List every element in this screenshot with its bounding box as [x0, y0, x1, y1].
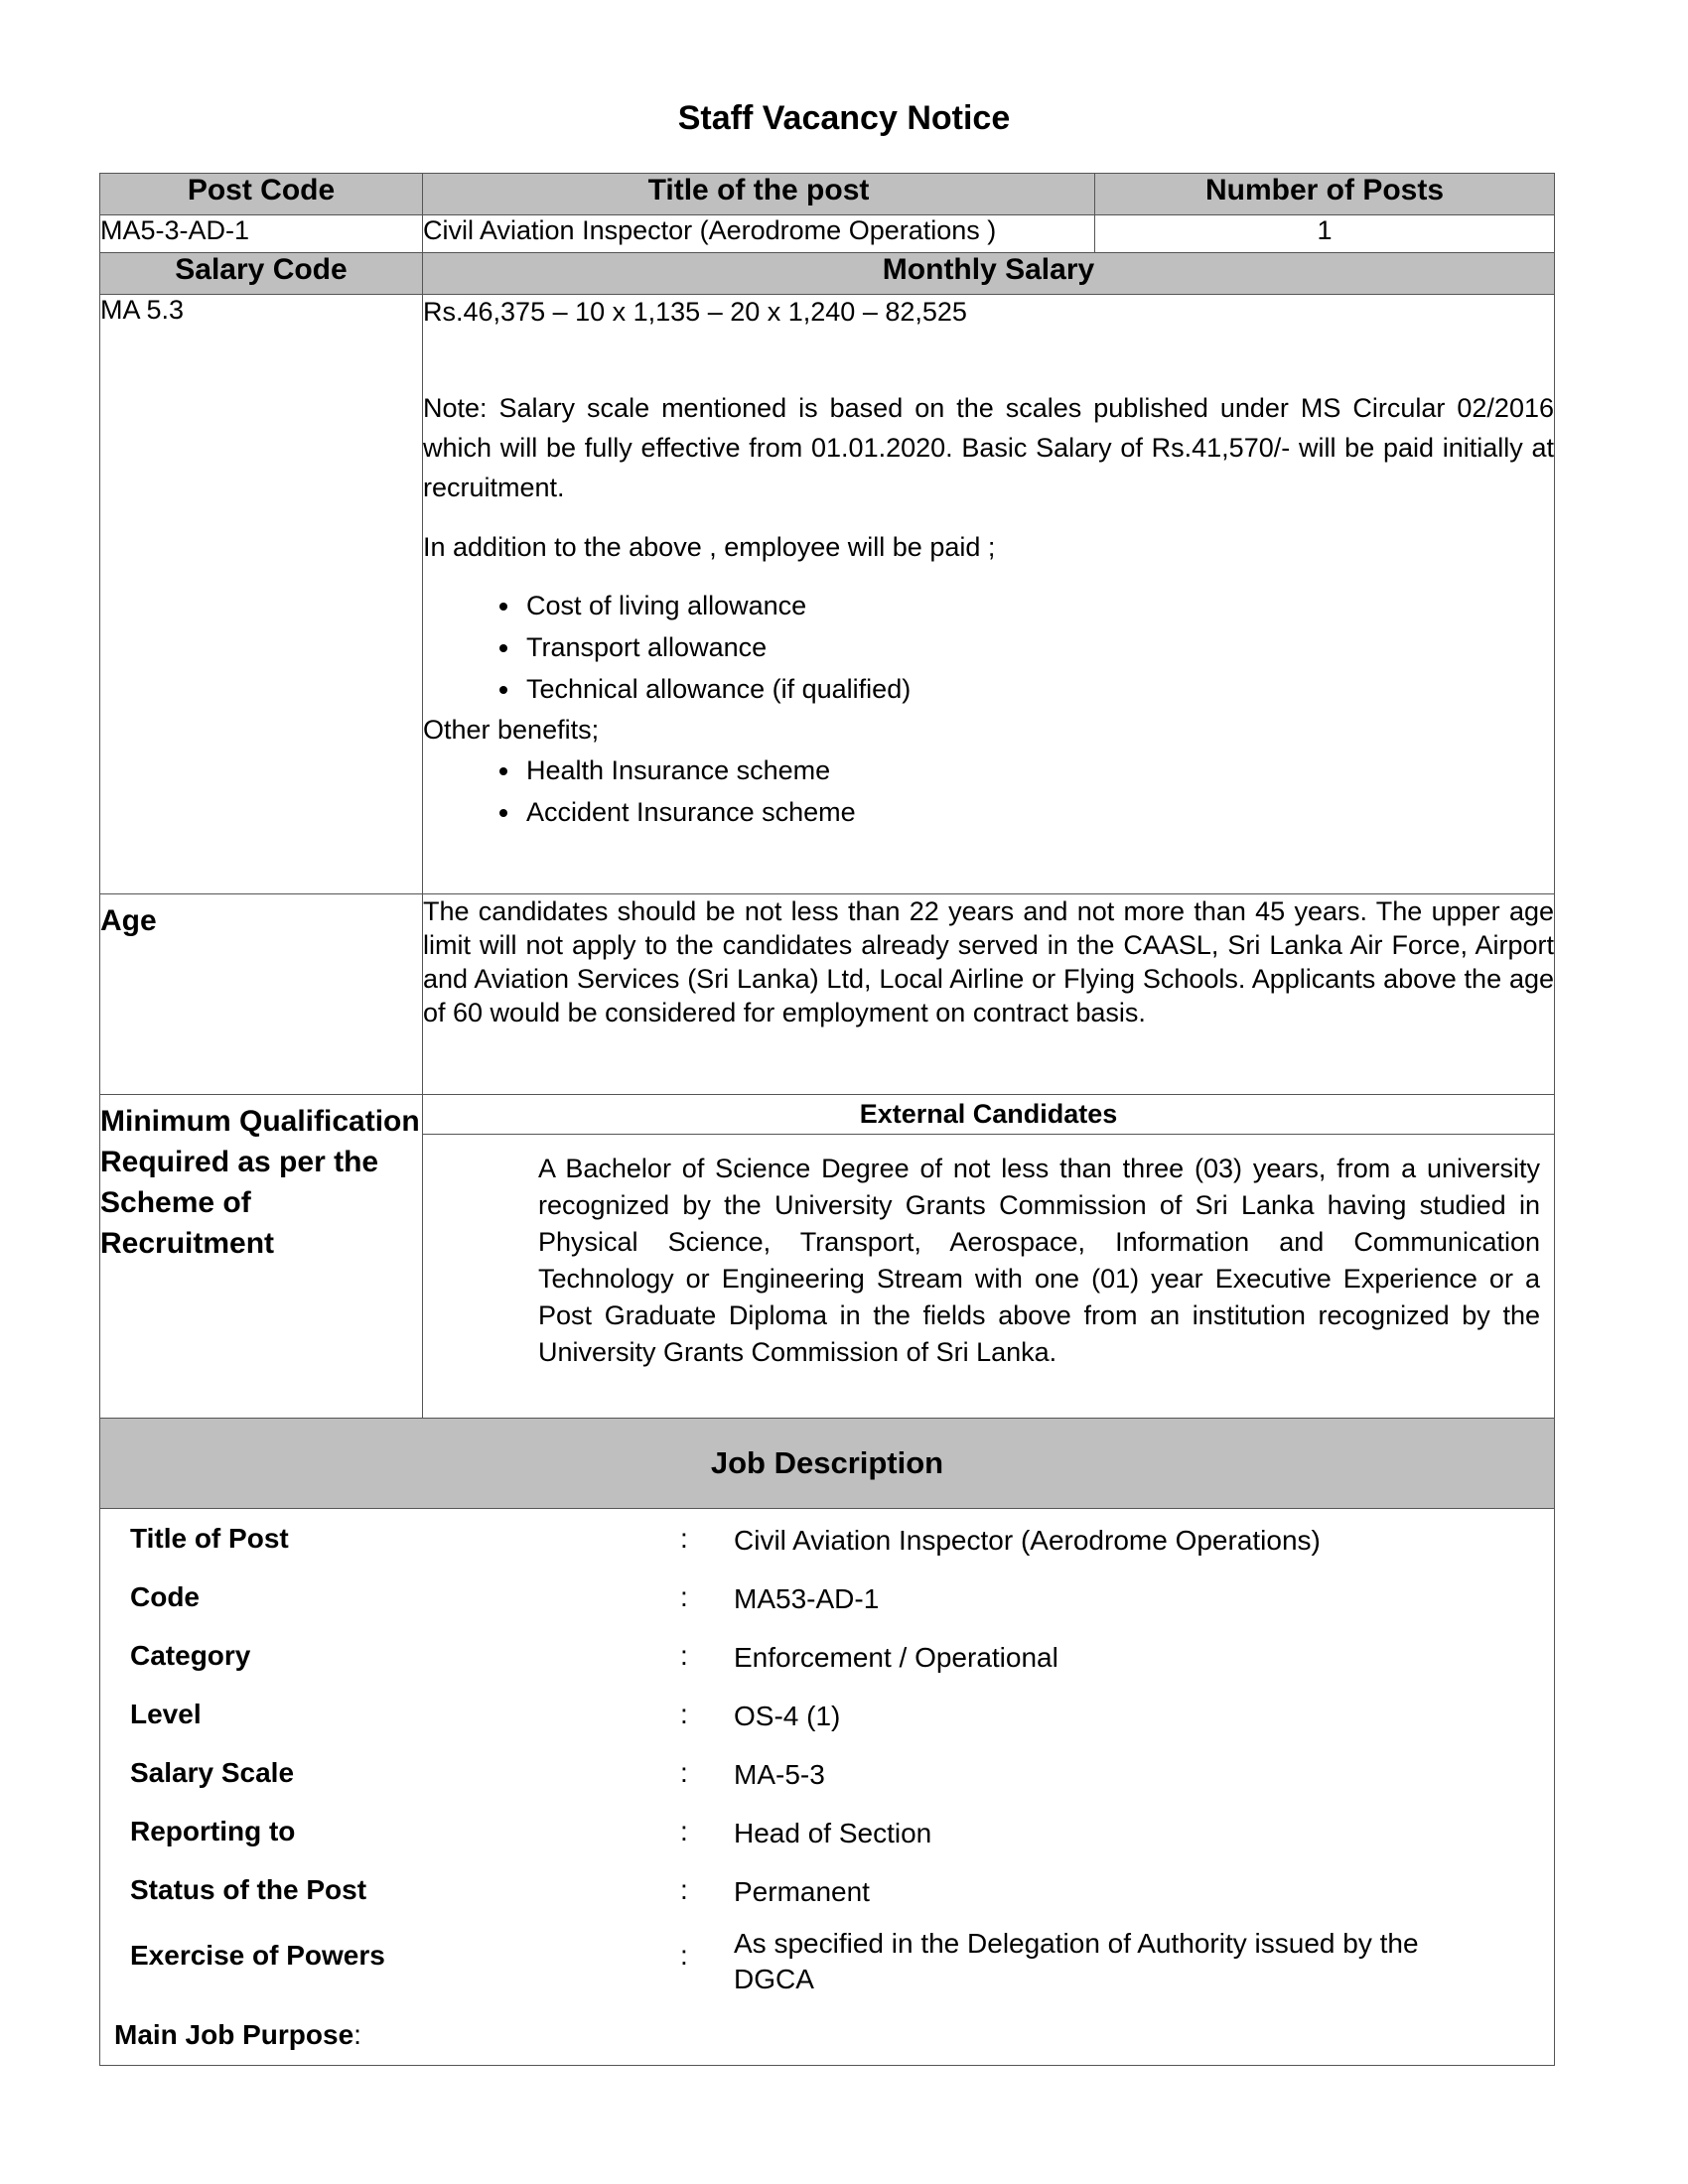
age-label: Age: [100, 894, 423, 1095]
age-text: The candidates should be not less than 22 years and not more than 45 years. The upper age limit will not apply to the candidates already served in the CAASL, Sri Lanka Air Force, Airport and Aviation Services (Sri Lanka) Ltd, Local Airline or Flying Schools. Applicants above the age of 60 would be considered for employment on contract basis.: [423, 894, 1555, 1095]
salary-code-header: Salary Code: [100, 253, 423, 295]
jd-colon: :: [680, 1523, 688, 1554]
qualification-details: [423, 1095, 1555, 1419]
vacancy-table: [99, 173, 1555, 2066]
jd-label: Reporting to: [130, 1816, 296, 1846]
external-candidates-header: External Candidates: [423, 1095, 1554, 1135]
job-description-header: Job Description: [100, 1419, 1555, 1509]
jd-value: Head of Section: [734, 1818, 932, 1848]
list-item: • Cost of living allowance: [522, 585, 1554, 626]
jd-label: Code: [130, 1581, 200, 1612]
list-item: • Technical allowance (if qualified): [522, 668, 1554, 710]
number-of-posts-value: 1: [1095, 215, 1555, 253]
jd-label: Title of Post: [130, 1523, 289, 1554]
salary-code-value: MA 5.3: [100, 295, 423, 894]
other-benefits-label: Other benefits;: [423, 715, 600, 745]
jd-colon: :: [680, 1816, 688, 1846]
allowances-list: [423, 585, 1554, 710]
list-item: • Transport allowance: [522, 626, 1554, 668]
salary-details: [423, 295, 1555, 894]
salary-note: Note: Salary scale mentioned is based on the scales published under MS Circular 02/2016 which will be fully effective from 01.01.2020. Basic Salary of Rs.41,570/- will be paid initially at recruitment.: [423, 393, 1554, 502]
jd-value: Permanent: [734, 1876, 870, 1907]
main-job-purpose-colon: :: [353, 2019, 361, 2050]
jd-colon: :: [680, 1757, 688, 1788]
jd-colon: :: [680, 1699, 688, 1729]
jd-value: MA53-AD-1: [734, 1583, 880, 1614]
main-job-purpose: [114, 2019, 361, 2051]
job-description-body: [100, 1509, 1555, 2066]
post-code-header: Post Code: [100, 174, 423, 215]
jd-value: As specified in the Delegation of Authority issued by the DGCA: [734, 1928, 1419, 1994]
jd-colon: :: [680, 1874, 688, 1905]
post-code-value: MA5-3-AD-1: [100, 215, 423, 253]
post-title-value: Civil Aviation Inspector (Aerodrome Operations ): [423, 215, 1095, 253]
jd-label: Status of the Post: [130, 1874, 367, 1905]
qualification-text: A Bachelor of Science Degree of not less than three (03) years, from a university recognized by the University Grants Commission of Sri Lanka having studied in Physical Science, Transport, Aerospace, Information and Communication Technology or Engineering Stream with one (01) year Executive Experience or a Post Graduate Diploma in the fields above from an institution recognized by the University Grants Commission of Sri Lanka.: [538, 1154, 1540, 1367]
list-item: • Accident Insurance scheme: [522, 791, 1554, 833]
benefits-list: [423, 750, 1554, 833]
jd-label: Category: [130, 1640, 251, 1671]
jd-label: Level: [130, 1699, 202, 1729]
jd-label: Salary Scale: [130, 1757, 295, 1788]
jd-label: Exercise of Powers: [130, 1940, 385, 1971]
list-item: • Health Insurance scheme: [522, 750, 1554, 791]
salary-scale: Rs.46,375 – 10 x 1,135 – 20 x 1,240 – 82,525: [423, 297, 967, 327]
jd-value: Enforcement / Operational: [734, 1642, 1058, 1673]
page-title: Staff Vacancy Notice: [677, 99, 1011, 137]
main-job-purpose-label: Main Job Purpose: [114, 2019, 354, 2050]
jd-value: MA-5-3: [734, 1759, 825, 1790]
jd-value: Civil Aviation Inspector (Aerodrome Operations): [734, 1525, 1321, 1556]
jd-colon: :: [680, 1640, 688, 1671]
qualification-label: Minimum Qualification Required as per the Scheme of Recruitment: [100, 1095, 423, 1419]
salary-addition-intro: In addition to the above , employee will be paid ;: [423, 532, 996, 562]
post-title-header: Title of the post: [423, 174, 1095, 215]
jd-colon: :: [680, 1940, 688, 1971]
jd-colon: :: [680, 1581, 688, 1612]
monthly-salary-header: Monthly Salary: [423, 253, 1555, 295]
number-of-posts-header: Number of Posts: [1095, 174, 1555, 215]
jd-value: OS-4 (1): [734, 1701, 841, 1731]
